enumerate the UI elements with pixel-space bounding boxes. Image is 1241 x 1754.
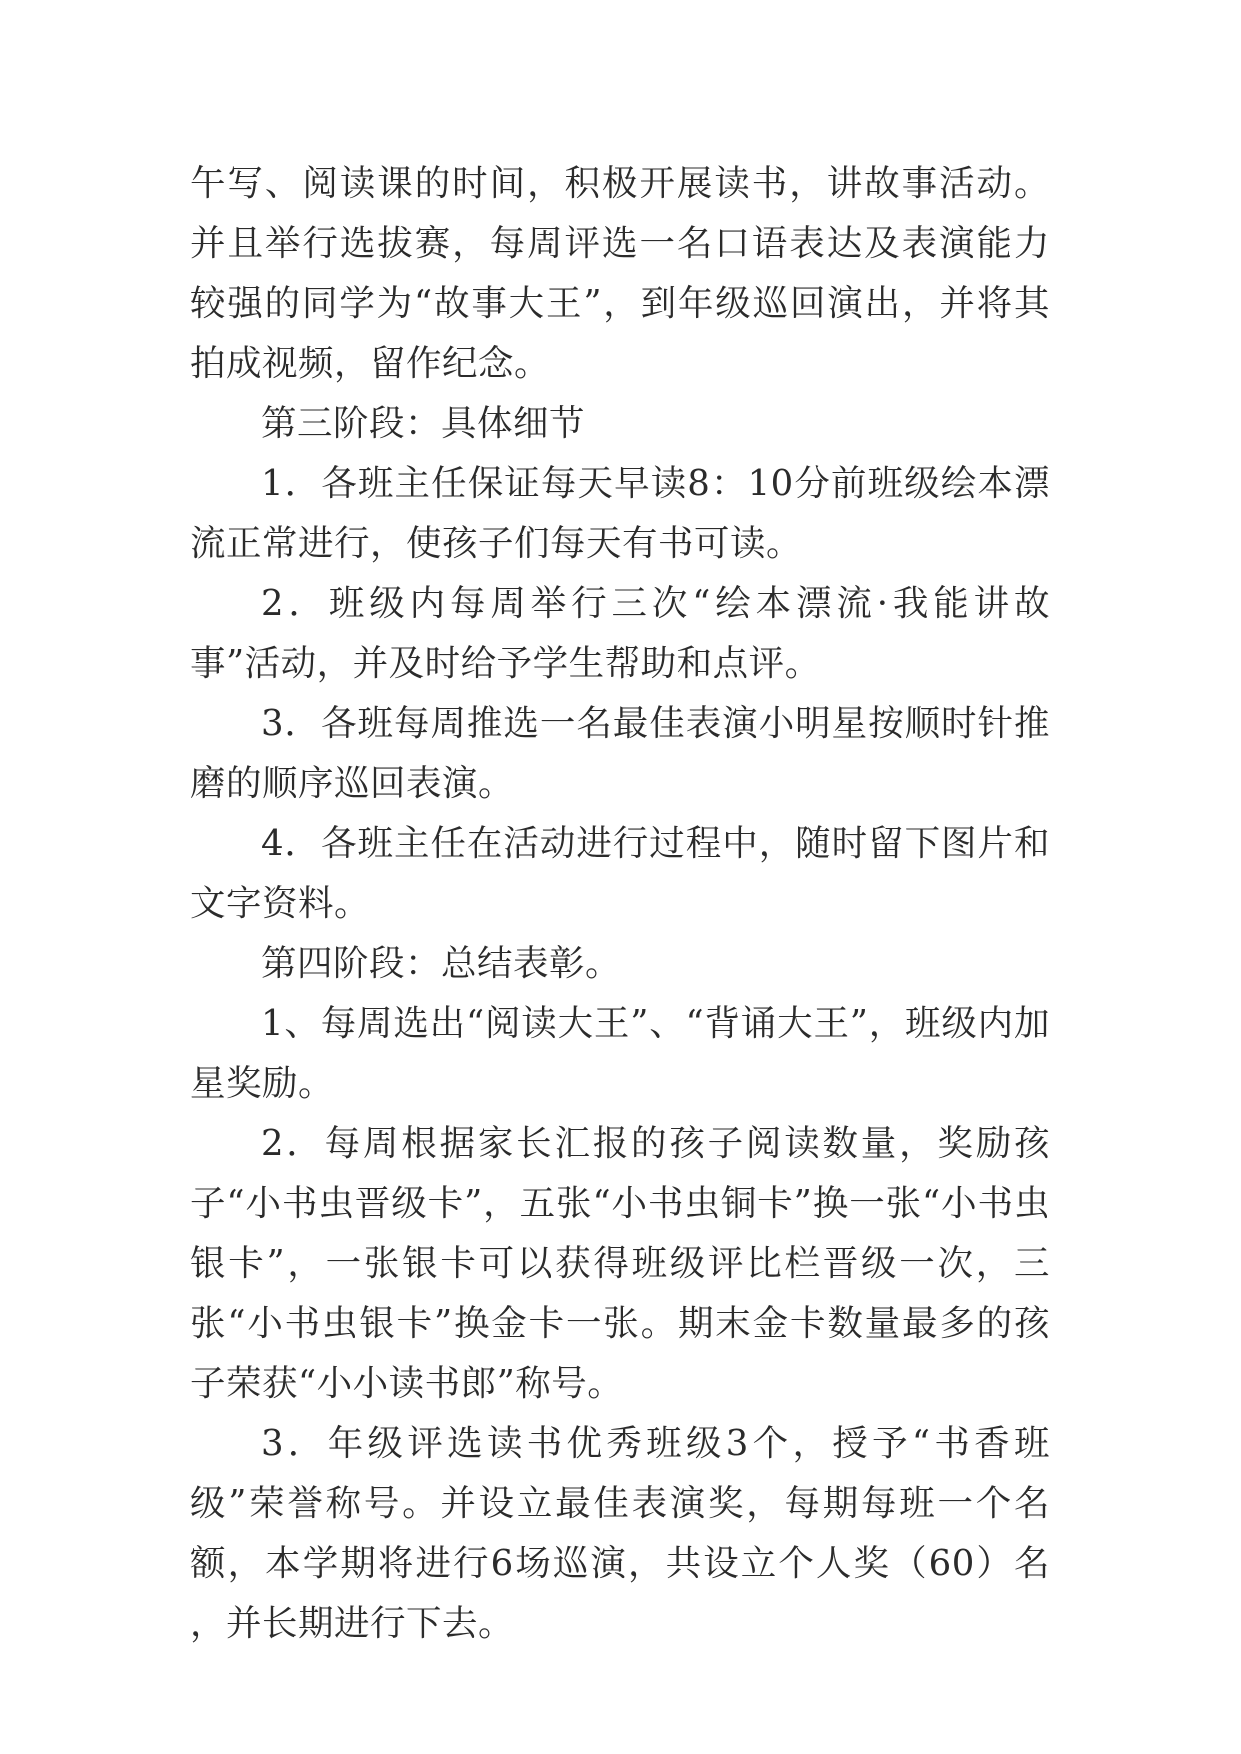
section-heading-stage-three: 第三阶段：具体细节 [261, 403, 586, 444]
list-item-stage-three-1: 1．各班主任保证每天早读8：10分前班级绘本漂流正常进行，使孩子们每天有书可读。 [190, 463, 1050, 564]
list-item-stage-three-2: 2．班级内每周举行三次“绘本漂流·我能讲故事”活动，并及时给予学生帮助和点评。 [190, 583, 1050, 684]
list-item-stage-four-1: 1、每周选出“阅读大王”、“背诵大王”，班级内加星奖励。 [190, 1003, 1050, 1104]
paragraph-continuation: 午写、阅读课的时间，积极开展读书，讲故事活动。并且举行选拔赛，每周评选一名口语表达及表演能力较强的同学为“故事大王”，到年级巡回演出，并将其拍成视频，留作纪念。 [190, 163, 1050, 384]
list-item-stage-three-4: 4．各班主任在活动进行过程中，随时留下图片和文字资料。 [190, 823, 1050, 924]
section-heading-stage-four: 第四阶段：总结表彰。 [261, 943, 622, 984]
list-item-stage-four-3: 3．年级评选读书优秀班级3个，授予“书香班级”荣誉称号。并设立最佳表演奖，每期每班一个名额，本学期将进行6场巡演，共设立个人奖（60）名 ，并长期进行下去。 [190, 1423, 1050, 1644]
document-body [190, 154, 1050, 1654]
list-item-stage-three-3: 3．各班每周推选一名最佳表演小明星按顺时针推磨的顺序巡回表演。 [190, 703, 1050, 804]
list-item-stage-four-2: 2．每周根据家长汇报的孩子阅读数量，奖励孩子“小书虫晋级卡”，五张“小书虫铜卡”换一张“小书虫银卡”，一张银卡可以获得班级评比栏晋级一次，三张“小书虫银卡”换金卡一张。期末金卡数量最多的孩子荣获“小小读书郎”称号。 [190, 1123, 1050, 1404]
